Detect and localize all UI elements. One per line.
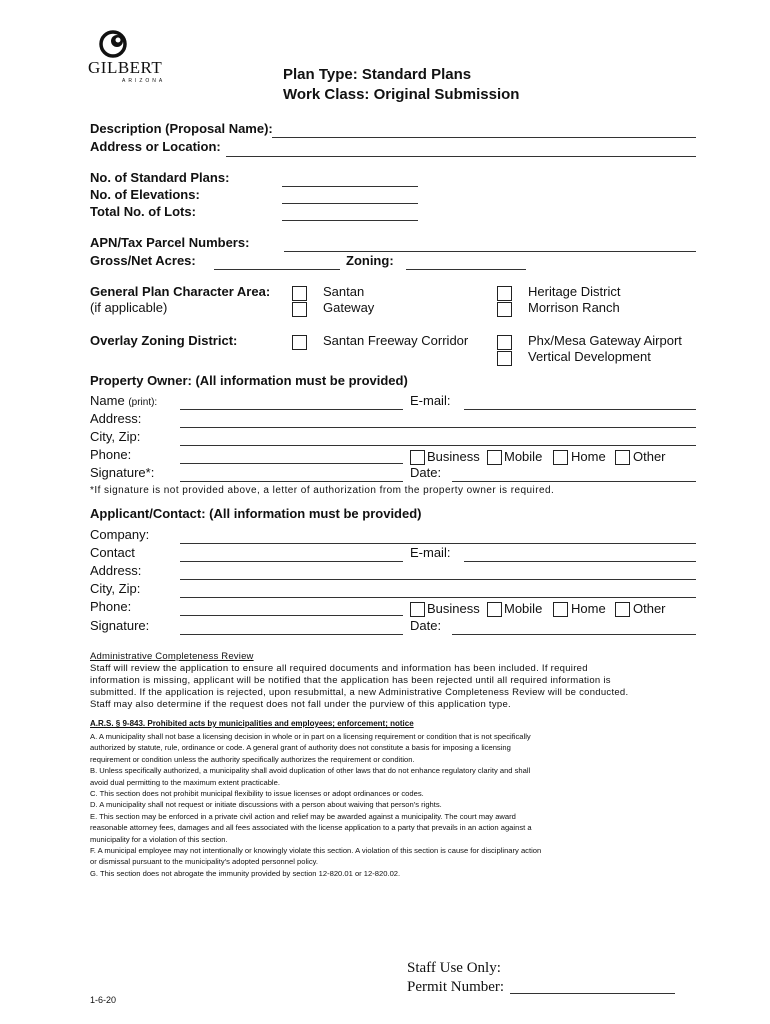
ars-line: A. A municipality shall not base a licensing decision in whole or in part on a licensing requirement or condition that is not specifically (90, 732, 531, 741)
review-body (90, 663, 628, 711)
ars-line: or dismissal pursuant to the municipality's adopted personnel policy. (90, 857, 318, 867)
total-lots-label: Total No. of Lots: (90, 204, 196, 219)
character-area-label: General Plan Character Area: (90, 284, 271, 299)
num-plans-field[interactable] (282, 186, 418, 187)
owner-address-field[interactable] (180, 427, 696, 428)
applicant-signature-label: Signature: (90, 618, 150, 633)
permit-number-label: Permit Number: (407, 979, 505, 995)
option-vertical: Vertical Development (528, 349, 651, 364)
ars-line: C. This section does not prohibit municipal flexibility to issue licenses or adopt ordinances or codes. (90, 789, 424, 799)
apn-field[interactable] (284, 251, 696, 252)
owner-checkbox-home[interactable] (553, 450, 568, 465)
checkbox-santan[interactable] (292, 286, 307, 301)
total-lots-field[interactable] (282, 220, 418, 221)
option-santan-freeway: Santan Freeway Corridor (323, 333, 469, 348)
gross-net-field[interactable] (214, 269, 340, 270)
ars-line: reasonable attorney fees, damages and all fees associated with the license application to a party that prevails in an action against a (90, 823, 532, 833)
footer-date-code: 1-6-20 (90, 995, 117, 1005)
applicant-checkbox-other[interactable] (615, 602, 630, 617)
ars-line: E. This section may be enforced in a private civil action and relief may be awarded against a municipality. The court may award (90, 811, 516, 821)
applicant-heading: Applicant/Contact: (All information must be provided) (90, 506, 422, 521)
owner-checkbox-mobile[interactable] (487, 450, 502, 465)
owner-date-field[interactable] (452, 481, 696, 482)
plan-type-title: Plan Type: Standard Plans (283, 66, 472, 83)
review-line: Staff will review the application to ensure all required documents and information has been included. If required (90, 663, 588, 674)
owner-signature-label: Signature*: (90, 465, 155, 480)
option-heritage: Heritage District (528, 284, 621, 299)
permit-number-field[interactable] (510, 993, 675, 994)
apn-label: APN/Tax Parcel Numbers: (90, 235, 250, 250)
ars-line: G. This section does not abrogate the immunity provided by section 12-820.01 or 12-820.02. (90, 868, 401, 878)
work-class-title: Work Class: Original Submission (283, 86, 520, 103)
applicant-phone-business: Business (427, 601, 480, 616)
applicant-email-field[interactable] (464, 561, 696, 562)
ars-line: F. A municipal employee may not intentionally or knowingly violate this section. A violation of this section is cause for disciplinary action (90, 846, 542, 856)
option-gateway: Gateway (323, 300, 375, 315)
ars-line: requirement or condition unless the authority specifically authorizes the requirement or condition. (90, 754, 415, 764)
applicant-city-field[interactable] (180, 597, 696, 598)
owner-name-label (90, 393, 157, 408)
owner-phone-mobile: Mobile (504, 449, 543, 464)
applicant-contact-label: Contact (90, 545, 135, 560)
applicant-date-label: Date: (410, 618, 442, 633)
owner-city-label: City, Zip: (90, 429, 141, 444)
checkbox-vertical[interactable] (497, 351, 512, 366)
character-area-sub: (if applicable) (90, 300, 168, 315)
owner-name-print: (print): (128, 397, 158, 408)
applicant-date-field[interactable] (452, 634, 696, 635)
owner-signature-field[interactable] (180, 481, 403, 482)
owner-name-text: Name (90, 393, 125, 408)
checkbox-phx-mesa[interactable] (497, 335, 512, 350)
owner-phone-field[interactable] (180, 463, 403, 464)
zoning-field[interactable] (406, 269, 526, 270)
owner-phone-home: Home (571, 449, 606, 464)
overlay-label: Overlay Zoning District: (90, 333, 238, 348)
owner-phone-other: Other (633, 449, 666, 464)
num-elevations-label: No. of Elevations: (90, 187, 200, 202)
gilbert-logo (88, 28, 170, 88)
applicant-checkbox-business[interactable] (410, 602, 425, 617)
owner-email-label: E-mail: (410, 393, 451, 408)
ars-line: B. Unless specifically authorized, a municipality shall avoid duplication of other laws that do not enhance regulatory clarity and shall (90, 766, 531, 776)
owner-email-field[interactable] (464, 409, 696, 410)
applicant-city-label: City, Zip: (90, 581, 141, 596)
owner-heading: Property Owner: (All information must be provided) (90, 373, 408, 388)
applicant-address-label: Address: (90, 563, 142, 578)
owner-phone-business: Business (427, 449, 480, 464)
review-line: information is missing, applicant will be notified that the application has been rejected until all required information is (90, 675, 611, 686)
applicant-company-field[interactable] (180, 543, 696, 544)
ars-line: D. A municipality shall not request or initiate discussions with a person about waiving that person's rights. (90, 800, 442, 810)
checkbox-morrison[interactable] (497, 302, 512, 317)
num-elevations-field[interactable] (282, 203, 418, 204)
review-line: Staff may also determine if the request does not fall under the purview of this application type. (90, 699, 511, 710)
owner-name-field[interactable] (180, 409, 403, 410)
description-label: Description (Proposal Name): (90, 121, 273, 136)
applicant-phone-home: Home (571, 601, 606, 616)
ars-line: authorized by statute, rule, ordinance or code. A general grant of authority does not constitute a basis for imposing a licensing (90, 743, 511, 753)
applicant-phone-field[interactable] (180, 615, 403, 616)
applicant-phone-mobile: Mobile (504, 601, 543, 616)
zoning-label: Zoning: (346, 253, 394, 268)
applicant-company-label: Company: (90, 527, 150, 542)
gross-net-label: Gross/Net Acres: (90, 253, 196, 268)
owner-address-label: Address: (90, 411, 142, 426)
ars-line: municipality for a violation of this section. (90, 834, 228, 844)
review-line: submitted. If the application is rejected, upon resubmittal, a new Administrative Completeness Review will be conducted. (90, 687, 629, 698)
owner-checkbox-business[interactable] (410, 450, 425, 465)
owner-signature-note: *If signature is not provided above, a letter of authorization from the property owner is required. (90, 485, 555, 496)
owner-city-field[interactable] (180, 445, 696, 446)
option-morrison: Morrison Ranch (528, 300, 620, 315)
applicant-checkbox-mobile[interactable] (487, 602, 502, 617)
owner-phone-label: Phone: (90, 447, 132, 462)
checkbox-gateway[interactable] (292, 302, 307, 317)
ars-body (90, 731, 541, 879)
description-field[interactable] (272, 137, 696, 138)
checkbox-heritage[interactable] (497, 286, 512, 301)
applicant-checkbox-home[interactable] (553, 602, 568, 617)
applicant-phone-label: Phone: (90, 599, 132, 614)
ars-line: avoid dual permitting to the maximum extent practicable. (90, 777, 280, 787)
address-label: Address or Location: (90, 139, 221, 154)
applicant-address-field[interactable] (180, 579, 696, 580)
checkbox-santan-freeway[interactable] (292, 335, 307, 350)
option-santan: Santan (323, 284, 365, 299)
applicant-phone-other: Other (633, 601, 666, 616)
num-plans-label: No. of Standard Plans: (90, 170, 230, 185)
staff-use-label: Staff Use Only: (407, 960, 501, 976)
applicant-contact-field[interactable] (180, 561, 403, 562)
logo-name: GILBERT (88, 58, 163, 77)
address-field[interactable] (226, 156, 696, 157)
applicant-signature-field[interactable] (180, 634, 403, 635)
logo-sub: ARIZONA (122, 78, 166, 84)
option-phx-mesa: Phx/Mesa Gateway Airport (528, 333, 682, 348)
review-title: Administrative Completeness Review (90, 651, 254, 662)
owner-date-label: Date: (410, 465, 442, 480)
owner-checkbox-other[interactable] (615, 450, 630, 465)
ars-title: A.R.S. § 9-843. Prohibited acts by municipalities and employees; enforcement; notice (90, 719, 414, 728)
applicant-email-label: E-mail: (410, 545, 451, 560)
